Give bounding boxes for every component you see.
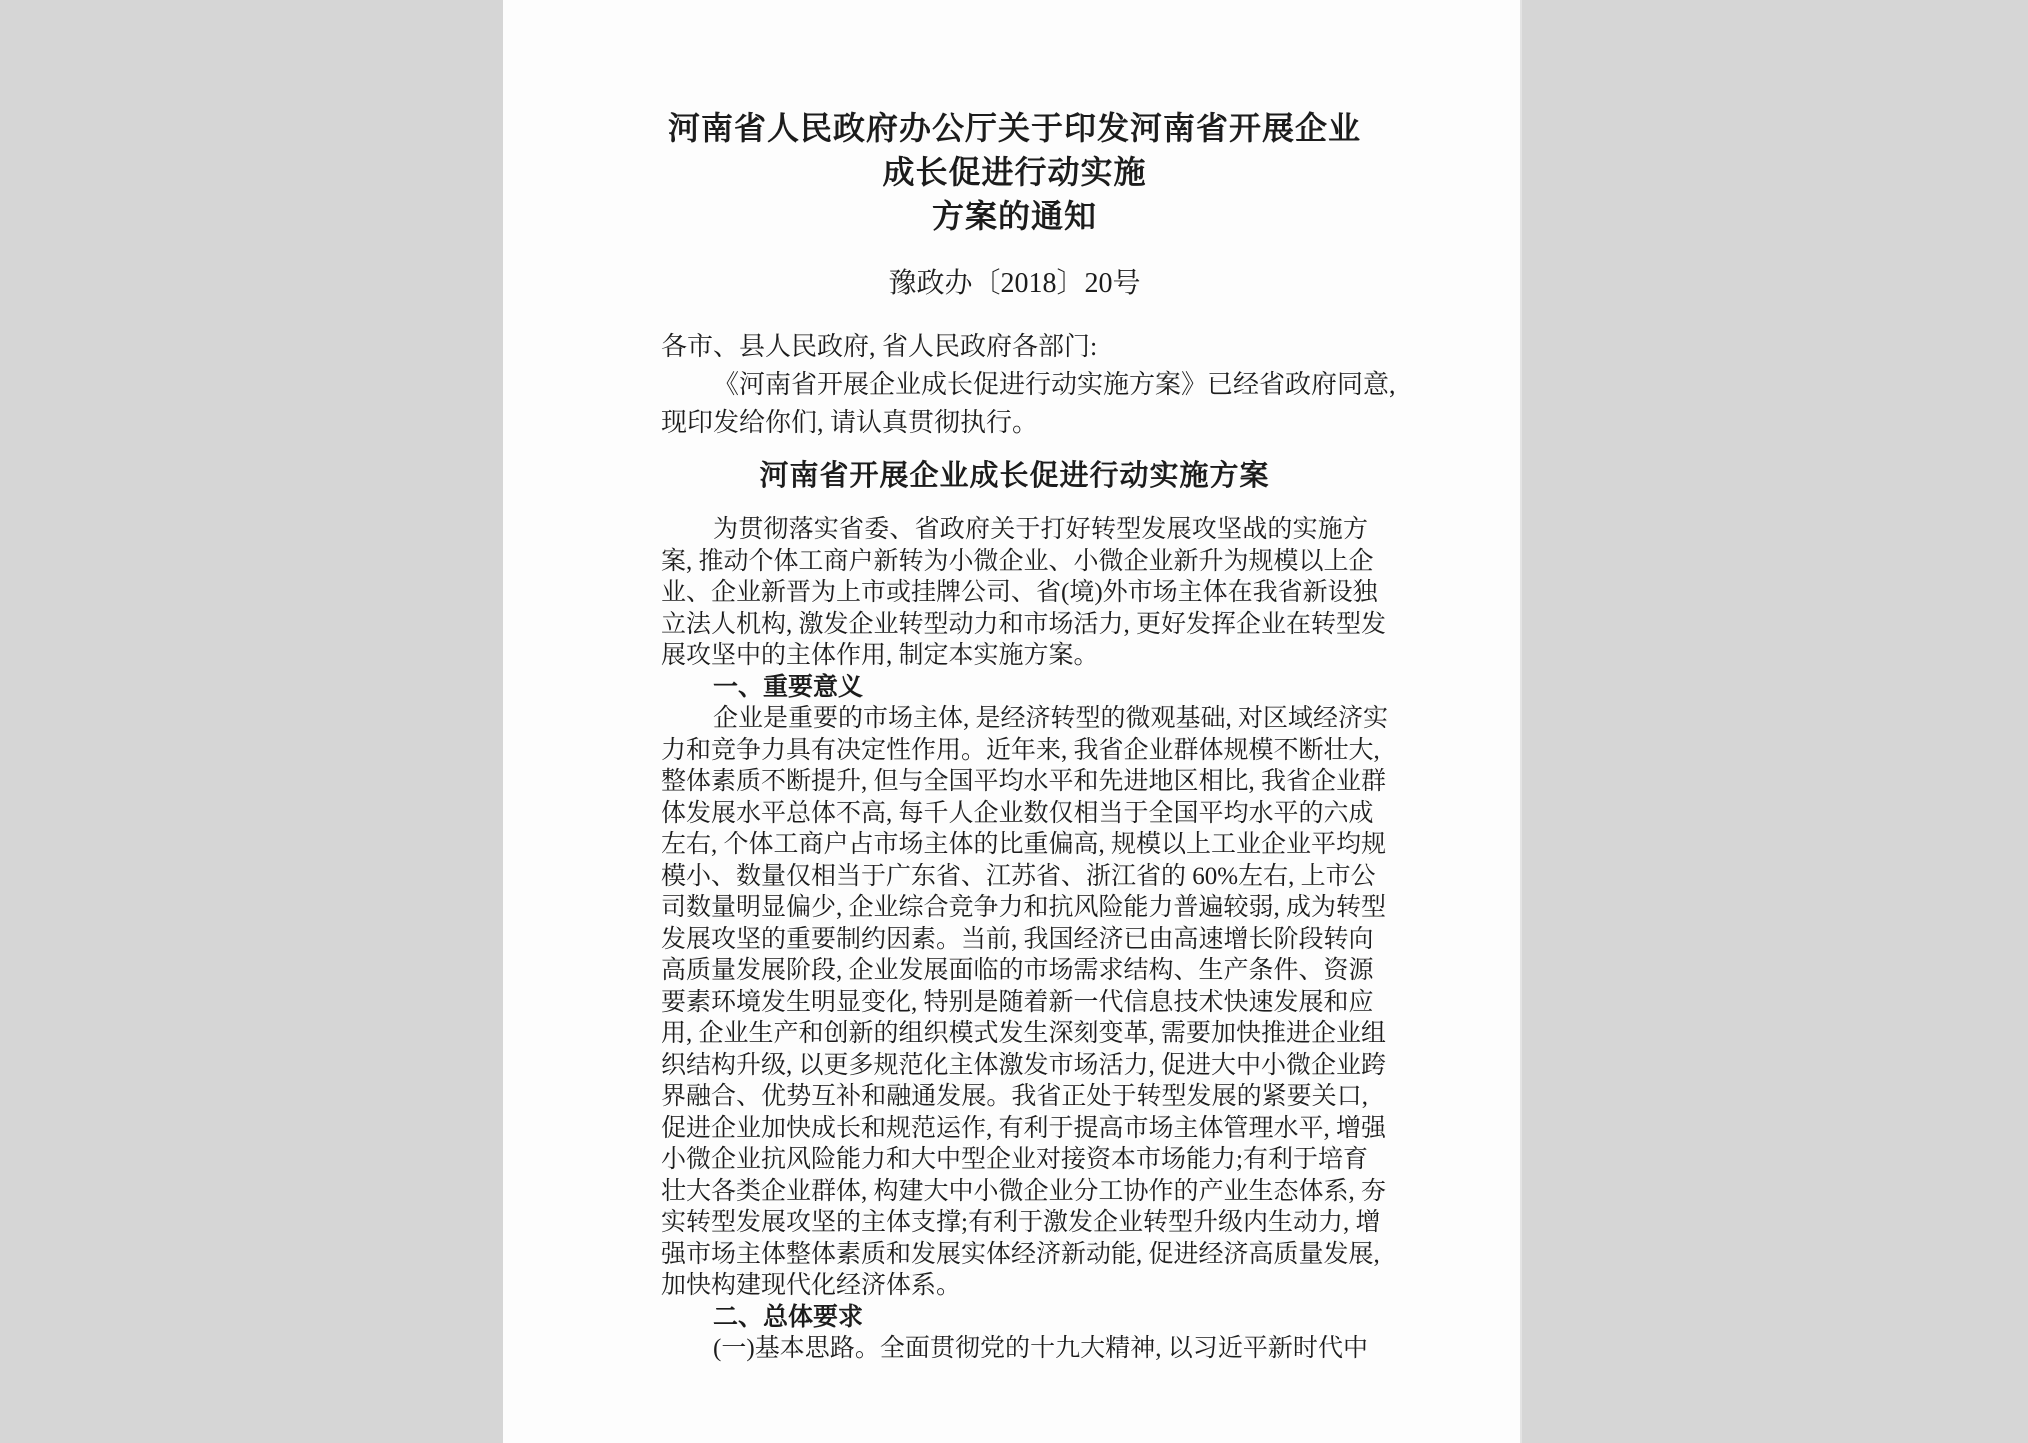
- plan-body: [661, 514, 1389, 1365]
- text-line: (一)基本思路。全面贯彻党的十九大精神, 以习近平新时代中: [713, 1335, 1368, 1362]
- text-line: 力和竞争力具有决定性作用。近年来, 我省企业群体规模不断壮大,: [661, 736, 1380, 764]
- document-title: [661, 106, 1368, 238]
- text-line: 促进企业加快成长和规范运作, 有利于提高市场主体管理水平, 增强: [661, 1114, 1387, 1142]
- salutation: 各市、县人民政府, 省人民政府各部门:: [661, 332, 1098, 361]
- text-line: 展攻坚中的主体作用, 制定本实施方案。: [661, 642, 1099, 669]
- text-line: 强市场主体整体素质和发展实体经济新动能, 促进经济高质量发展,: [661, 1240, 1380, 1268]
- text-line: 实转型发展攻坚的主体支撑;有利于激发企业转型升级内生动力, 增: [661, 1209, 1381, 1236]
- text-line: 高质量发展阶段, 企业发展面临的市场需求结构、生产条件、资源: [661, 957, 1374, 984]
- text-line: 模小、数量仅相当于广东省、江苏省、浙江省的 60%左右, 上市公: [661, 862, 1376, 890]
- text-line: 一、重要意义: [713, 673, 864, 701]
- text-line: 司数量明显偏少, 企业综合竞争力和抗风险能力普遍较弱, 成为转型: [661, 894, 1387, 921]
- text-line: 要素环境发生明显变化, 特别是随着新一代信息技术快速发展和应: [661, 988, 1374, 1016]
- document-title-line-2: 方案的通知: [931, 198, 1097, 234]
- text-line: 案, 推动个体工商户新转为小微企业、小微企业新升为规模以上企: [661, 547, 1374, 575]
- document-page: [503, 0, 1522, 1443]
- text-line: 整体素质不断提升, 但与全国平均水平和先进地区相比, 我省企业群: [661, 768, 1387, 795]
- text-line: 界融合、优势互补和融通发展。我省正处于转型发展的紧要关口,: [661, 1083, 1368, 1110]
- text-line: 现印发给你们, 请认真贯彻执行。: [661, 408, 1039, 437]
- plan-title: 河南省开展企业成长促进行动实施方案: [759, 460, 1270, 492]
- text-line: 织结构升级, 以更多规范化主体激发市场活力, 促进大中小微企业跨: [661, 1051, 1387, 1079]
- document-title-line-1: 河南省人民政府办公厅关于印发河南省开展企业成长促进行动实施: [667, 110, 1361, 190]
- text-line: 立法人机构, 激发企业转型动力和市场活力, 更好发挥企业在转型发: [661, 610, 1387, 638]
- text-line: 体发展水平总体不高, 每千人企业数仅相当于全国平均水平的六成: [661, 799, 1374, 827]
- text-line: 为贯彻落实省委、省政府关于打好转型发展攻坚战的实施方: [713, 516, 1368, 543]
- text-line: 业、企业新晋为上市或挂牌公司、省(境)外市场主体在我省新设独: [661, 579, 1378, 606]
- text-line: 企业是重要的市场主体, 是经济转型的微观基础, 对区域经济实: [713, 705, 1389, 732]
- text-line: 用, 企业生产和创新的组织模式发生深刻变革, 需要加快推进企业组: [661, 1020, 1387, 1047]
- text-line: 《河南省开展企业成长促进行动实施方案》已经省政府同意,: [713, 370, 1396, 399]
- text-line: 二、总体要求: [713, 1303, 864, 1331]
- notice-paragraph: [661, 366, 1396, 442]
- text-line: 壮大各类企业群体, 构建大中小微企业分工协作的产业生态体系, 夯: [661, 1177, 1387, 1205]
- text-line: 加快构建现代化经济体系。: [661, 1272, 962, 1299]
- text-line: 小微企业抗风险能力和大中型企业对接资本市场能力;有利于培育: [661, 1146, 1368, 1173]
- document-number: 豫政办〔2018〕20号: [888, 268, 1141, 299]
- document-content: [503, 0, 1520, 1365]
- text-line: 发展攻坚的重要制约因素。当前, 我国经济已由高速增长阶段转向: [661, 925, 1374, 953]
- text-line: 左右, 个体工商户占市场主体的比重偏高, 规模以上工业企业平均规: [661, 831, 1387, 858]
